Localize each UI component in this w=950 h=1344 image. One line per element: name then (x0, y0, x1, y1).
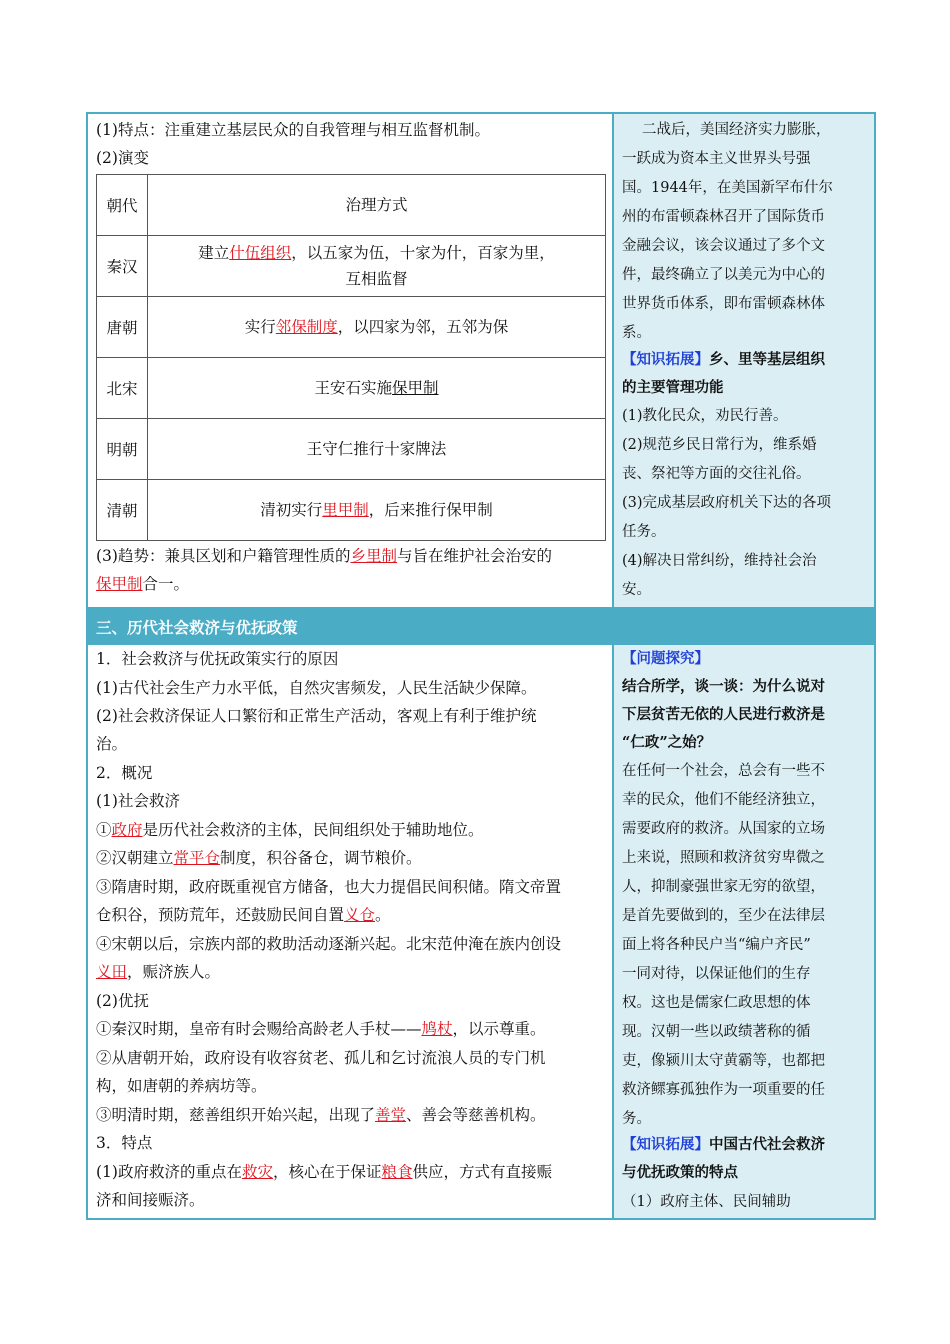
text-span: 供应，方式有直接赈 (412, 1163, 553, 1181)
feature-1 (96, 1162, 552, 1182)
ext-item: (3)完成基层政府机关下达的各项 (622, 495, 832, 511)
relief-3b (96, 905, 391, 925)
content-frame (86, 112, 876, 1220)
key-term: 粮食 (381, 1163, 413, 1181)
left-column (88, 114, 614, 1218)
text-span: ① (96, 821, 112, 839)
text-span: ①秦汉时期，皇帝有时会赐给高龄老人手杖—— (96, 1020, 422, 1038)
right-sidebar (614, 114, 874, 1218)
text-span: 、善会等慈善机构。 (406, 1106, 546, 1124)
text-span: 清初实行 (260, 501, 323, 519)
key-term: 常平仓 (173, 849, 221, 867)
text-span: 乡、里等基层组织 (709, 351, 825, 368)
table-cell-method (148, 236, 606, 297)
text-span: 实行 (244, 318, 276, 336)
relief-1 (96, 820, 484, 840)
key-term: 救灾 (241, 1163, 273, 1181)
reason-2b: 治。 (96, 735, 128, 753)
text-span: ，以四家为邻，五邻为保 (337, 318, 509, 336)
key-term: 保甲制 (392, 379, 439, 397)
text-span: 互相监督 (345, 270, 408, 288)
table-cell-dynasty: 秦汉 (97, 236, 148, 297)
reason-2: (2)社会救济保证人口繁衍和正常生产活动，客观上有利于维护统 (96, 707, 537, 725)
inquiry-answer: 人，抑制豪强世家无穷的欲望， (622, 879, 825, 895)
table-header-dynasty: 朝代 (97, 175, 148, 236)
table-header-method: 治理方式 (148, 175, 606, 236)
relief-2 (96, 848, 422, 868)
text-span: 。 (375, 906, 391, 924)
relief-3: ③隋唐时期，政府既重视官方储备，也大力提倡民间积储。隋文帝置 (96, 878, 562, 896)
text-span: ②汉朝建立 (96, 849, 174, 867)
features-heading: 3．特点 (96, 1134, 153, 1152)
text-span: 与旨在维护社会治安的 (396, 547, 552, 565)
key-term: 乡里制 (350, 547, 397, 565)
text-span: ③明清时期，慈善组织开始兴起，出现了 (96, 1106, 376, 1124)
care-2: ②从唐朝开始，政府设有收容贫老、孤儿和乞讨流浪人员的专门机 (96, 1049, 546, 1067)
knowledge-ext-title (622, 350, 825, 370)
key-term: 里甲制 (322, 501, 369, 519)
knowledge-ext-title-2: 的主要管理功能 (622, 379, 724, 396)
inquiry-answer: 面上将各种民户当“编户齐民” (622, 937, 811, 953)
text-span: 制度，积谷备仓，调节粮价。 (220, 849, 422, 867)
table-cell-method (148, 480, 606, 541)
sidebar-text-line: 系。 (622, 325, 651, 341)
key-term: 善堂 (375, 1106, 407, 1124)
inquiry-answer: 上来说，照顾和救济贫穷卑微之 (622, 850, 825, 866)
key-term: 义仓 (344, 906, 376, 924)
ext-tag: 【知识拓展】 (622, 351, 709, 368)
key-term: 鸠杖 (421, 1020, 453, 1038)
features-line: (1)特点：注重建立基层民众的自我管理与相互监督机制。 (96, 121, 490, 139)
text-span: ，核心在于保证 (272, 1163, 382, 1181)
inquiry-answer: 权。这也是儒家仁政思想的体 (622, 995, 811, 1011)
table-cell-method (148, 297, 606, 358)
key-term: 什伍组织 (229, 244, 292, 262)
relief-4b (96, 962, 220, 982)
text-span: 中国古代社会救济 (709, 1136, 825, 1153)
inquiry-answer: 务。 (622, 1111, 651, 1127)
inquiry-question: “仁政”之始？ (622, 734, 712, 751)
text-span: ，赈济族人。 (127, 963, 221, 981)
section-title: 三、历代社会救济与优抚政策 (96, 618, 298, 637)
text-span: 建立 (198, 244, 230, 262)
key-term: 义田 (96, 963, 128, 981)
table-row (97, 480, 606, 541)
ext-item: (1)教化民众，劝民行善。 (622, 408, 788, 424)
text-span: ，后来推行保甲制 (368, 501, 493, 519)
ext-item: 安。 (622, 582, 651, 598)
inquiry-answer: 吏，像颍川太守黄霸等，也都把 (622, 1053, 825, 1069)
inquiry-question: 下层贫苦无依的人民进行救济是 (622, 706, 825, 723)
text-span: ，以五家为伍，十家为什，百家为里， (291, 244, 555, 262)
ext-item: 任务。 (622, 524, 666, 540)
ext-item: 丧、祭祀等方面的交往礼俗。 (622, 466, 811, 482)
sidebar-text-line: 国。1944年，在美国新罕布什尔 (622, 180, 833, 196)
care-2b: 构，如唐朝的养病坊等。 (96, 1077, 267, 1095)
text-span: (3)趋势：兼具区划和户籍管理性质的 (96, 547, 351, 565)
key-term: 邻保制度 (275, 318, 338, 336)
text-span: 是历代社会救济的主体，民间组织处于辅助地位。 (142, 821, 484, 839)
knowledge-ext-title-2: 与优抚政策的特点 (622, 1164, 738, 1181)
inquiry-answer: 是首先要做到的，至少在法律层 (622, 908, 825, 924)
care-heading: (2)优抚 (96, 992, 149, 1010)
inquiry-answer: 需要政府的救济。从国家的立场 (622, 821, 825, 837)
feature-1b: 济和间接赈济。 (96, 1191, 205, 1209)
text-span: 王安石实施 (314, 379, 392, 397)
inquiry-answer: 现。汉朝一些以政绩著称的循 (622, 1024, 811, 1040)
table-cell-dynasty: 唐朝 (97, 297, 148, 358)
inquiry-answer: 在任何一个社会，总会有一些不 (622, 763, 825, 779)
sidebar-text-line: 二战后，美国经济实力膨胀， (642, 122, 831, 138)
ext-item: (4)解决日常纠纷，维持社会治 (622, 553, 817, 569)
relief-4: ④宋朝以后，宗族内部的救助活动逐渐兴起。北宋范仲淹在族内创设 (96, 935, 562, 953)
sidebar-text-line: 世界货币体系，即布雷顿森林体 (622, 296, 825, 312)
inquiry-answer: 一同对待，以保证他们的生存 (622, 966, 811, 982)
relief-heading: (1)社会救济 (96, 792, 180, 810)
key-term: 保甲制 (96, 575, 143, 593)
trend-line (96, 546, 552, 566)
evolution-line: (2)演变 (96, 149, 149, 167)
inquiry-answer: 救济鳏寡孤独作为一项重要的任 (622, 1082, 825, 1098)
table-header-row (97, 175, 606, 236)
reason-1: (1)古代社会生产力水平低，自然灾害频发，人民生活缺少保障。 (96, 679, 537, 697)
inquiry-question: 结合所学，谈一谈：为什么说对 (622, 678, 825, 695)
sidebar-text-line: 州的布雷顿森林召开了国际货币 (622, 209, 825, 225)
text-span: 仓积谷，预防荒年，还鼓励民间自置 (96, 906, 345, 924)
care-3 (96, 1105, 546, 1125)
key-term: 政府 (111, 821, 143, 839)
table-cell-dynasty: 清朝 (97, 480, 148, 541)
table-cell-method (148, 358, 606, 419)
table-row (97, 297, 606, 358)
reason-heading: 1．社会救济与优抚政策实行的原因 (96, 650, 339, 668)
table-row (97, 419, 606, 480)
ext-item: （1）政府主体、民间辅助 (622, 1194, 791, 1210)
text-span: ，以示尊重。 (452, 1020, 546, 1038)
knowledge-ext-title (622, 1135, 825, 1155)
overview-heading: 2．概况 (96, 764, 153, 782)
text-span: (1)政府救济的重点在 (96, 1163, 242, 1181)
table-cell-method: 王守仁推行十家牌法 (148, 419, 606, 480)
ext-tag: 【知识拓展】 (622, 1136, 709, 1153)
trend-line-2 (96, 574, 189, 594)
ext-item: (2)规范乡民日常行为，维系婚 (622, 437, 817, 453)
table-row (97, 236, 606, 297)
sidebar-text-line: 一跃成为资本主义世界头号强 (622, 151, 811, 167)
table-cell-dynasty: 北宋 (97, 358, 148, 419)
section-header (88, 607, 874, 645)
sidebar-text-line: 件，最终确立了以美元为中心的 (622, 267, 825, 283)
text-span: 合一。 (142, 575, 190, 593)
inquiry-answer: 幸的民众，他们不能经济独立， (622, 792, 825, 808)
table-cell-dynasty: 明朝 (97, 419, 148, 480)
table-row (97, 358, 606, 419)
sidebar-text-line: 金融会议，该会议通过了多个文 (622, 238, 825, 254)
governance-table (96, 174, 606, 541)
inquiry-tag: 【问题探究】 (622, 650, 709, 667)
care-1 (96, 1019, 546, 1039)
